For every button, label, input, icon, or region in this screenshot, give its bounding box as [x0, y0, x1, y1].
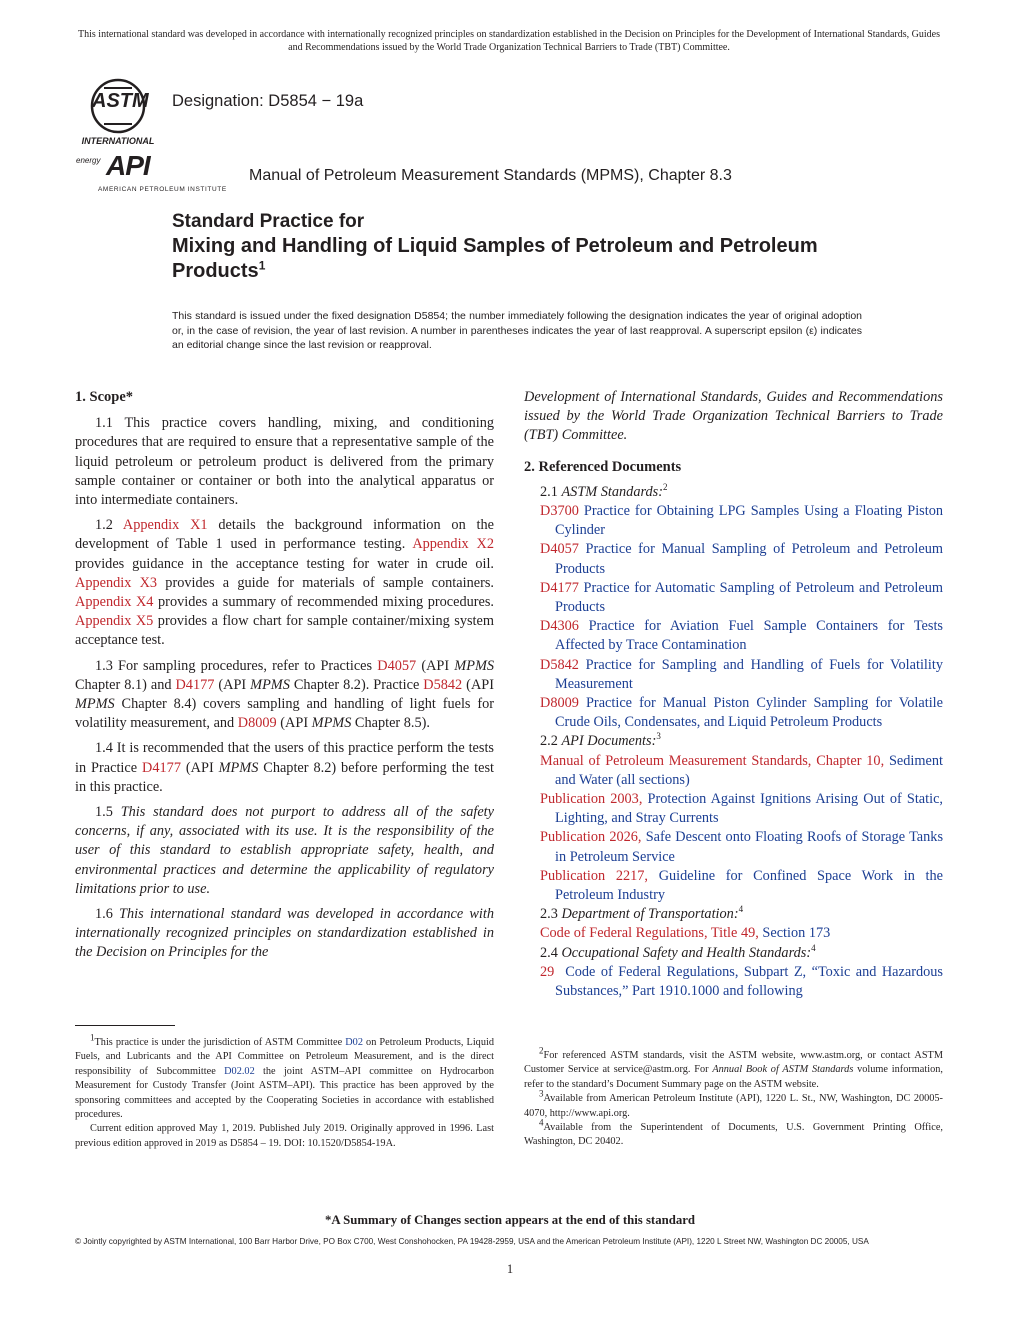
api-ref-list: [524, 752, 943, 906]
text: (API: [214, 676, 251, 693]
text: 1: [90, 1032, 95, 1043]
astm-ref-item: [524, 579, 943, 617]
text: This international standard was developed in accordance with internationally recognized principles on standardization established in the Decision on Principles for the: [75, 906, 494, 961]
text: Chapter 8.2) before performing the test in this practice.: [75, 759, 494, 795]
title-footnote-mark: 1: [258, 258, 266, 273]
text: Chapter 8.2). Practice: [289, 676, 424, 693]
api-ref-item: [524, 790, 943, 828]
referenced-heading: 2. Referenced Documents: [524, 458, 682, 475]
ref-code-link[interactable]: Publication 2003,: [540, 791, 643, 808]
astm-logo: [72, 78, 164, 152]
text: 2.4: [540, 944, 562, 961]
api-ref-item: [524, 828, 943, 866]
footnote-edition: Current edition approved May 1, 2019. Published July 2019. Originally approved in 1996. Last previous edition approved in 2019 as D5854 – 19. DOI: 10.1520/D5854-19A.: [75, 1123, 494, 1149]
title-line2: Mixing and Handling of Liquid Samples of Petroleum and Petroleum Products: [172, 235, 818, 282]
ref-title[interactable]: Sediment and Water (all sections): [555, 752, 943, 788]
link-d4177[interactable]: D4177: [175, 676, 215, 693]
manual-chapter: Manual of Petroleum Measurement Standards (MPMS), Chapter 8.3: [249, 167, 732, 184]
text: (API: [180, 759, 219, 776]
text: 2.2: [540, 733, 562, 750]
text: Available from American Petroleum Institute (API), 1220 L. St., NW, Washington, DC 20005-4070, http://www.api.org.: [524, 1093, 943, 1119]
osha-ref: [524, 963, 943, 1001]
link-d5842[interactable]: D5842: [423, 676, 463, 693]
footnote-divider: [75, 1025, 175, 1026]
ref-code-link[interactable]: D8009: [540, 695, 579, 712]
text: 4: [738, 904, 744, 915]
text: provides guidance in the acceptance testing for water in crude oil.: [75, 555, 494, 572]
ref-title[interactable]: Practice for Manual Piston Cylinder Sampling for Volatile Crude Oils, Condensates, and Liquid Petroleum Products: [555, 695, 943, 731]
link-appendix-x5[interactable]: Appendix X5: [75, 613, 154, 630]
osha-label: [524, 944, 943, 963]
footnote-2: [524, 1045, 943, 1092]
ref-code-link[interactable]: D5842: [540, 656, 579, 673]
astm-logo-text: ASTM: [92, 90, 149, 112]
api-logo-energy: energy: [76, 156, 101, 165]
ref-code-link[interactable]: D4306: [540, 618, 579, 635]
text: MPMS: [454, 657, 494, 674]
ref-code-link[interactable]: D4177: [540, 579, 579, 596]
text: API Documents:: [561, 733, 657, 750]
dot-label: [524, 905, 943, 924]
link-cfr-title-49[interactable]: Code of Federal Regulations, Title 49,: [540, 925, 759, 942]
text: 1.5: [95, 804, 121, 821]
ref-code-link[interactable]: D3700: [540, 503, 579, 520]
astm-ref-item: [524, 617, 943, 655]
astm-ref-item: [524, 502, 943, 540]
link-appendix-x1[interactable]: Appendix X1: [122, 517, 208, 534]
link-d02[interactable]: D02: [345, 1037, 363, 1048]
ref-title[interactable]: Practice for Aviation Fuel Sample Containers for Tests Affected by Trace Contamination: [555, 618, 943, 654]
text: 4: [539, 1117, 544, 1128]
text: ASTM Standards:: [561, 483, 663, 500]
text: on Petroleum Products, Liquid Fuels, and Lubricants and the API Committee on Petroleum Measurement, and is the direct responsibility of Subcommittee: [75, 1037, 494, 1077]
link-29-cfr[interactable]: 29: [540, 963, 555, 980]
link-d02-02[interactable]: D02.02: [224, 1065, 255, 1077]
title-block: [172, 210, 892, 284]
api-ref-item: [524, 867, 943, 905]
ref-title[interactable]: Code of Federal Regulations, Subpart Z, “Toxic and Hazardous Substances,” Part 1910.1000 and following: [555, 963, 943, 1000]
link-d4177[interactable]: D4177: [142, 759, 181, 776]
astm-standards-label: [524, 483, 943, 502]
api-logo-caption: AMERICAN PETROLEUM INSTITUTE: [98, 186, 227, 193]
text: MPMS: [311, 715, 352, 732]
text: Chapter 8.4) covers sampling and handling of light fuels for volatility measurement, and: [75, 696, 494, 732]
ref-code-link[interactable]: Publication 2217,: [540, 867, 648, 884]
api-documents-label: [524, 732, 943, 751]
scope-1-6-continued: [524, 388, 943, 446]
text: This practice is under the jurisdiction of ASTM Committee: [94, 1037, 346, 1048]
text: provides a flow chart for sample container/mixing system acceptance test.: [75, 613, 494, 649]
issued-statement: This standard is issued under the fixed designation D5854; the number immediately following the designation indicates the year of original adoption or, in the case of revision, the year of last revision. A number in parentheses indicates the year of last reapproval. A superscript epsilon (ε) indicates an editorial change since the last revision or reapproval.: [172, 310, 862, 351]
link-appendix-x2[interactable]: Appendix X2: [412, 536, 495, 553]
text: MPMS: [75, 696, 115, 713]
text: (API: [416, 657, 455, 674]
designation: Designation: D5854 − 19a: [172, 92, 364, 110]
text: MPMS: [250, 676, 290, 693]
text: the joint ASTM–API committee on Hydrocarbon Measurement for Custody Transfer (Joint ASTM–API). This practice has been approved by the sponsoring committees and accepted by the Cooperating Societies in accordance with established procedures.: [75, 1065, 494, 1121]
text: provides a guide for materials of sample containers.: [157, 574, 494, 591]
text: 2: [663, 482, 668, 493]
left-column: [75, 388, 494, 969]
header-notice: This international standard was developed in accordance with internationally recognized principles on standardization established in the Decision on Principles for the Development of International Standards, Guides and Recommendations issued by the World Trade Organization Technical Barriers to Trade (TBT) Committee.: [78, 29, 940, 53]
footnote-1: [75, 1032, 494, 1122]
text: 1.3 For sampling procedures, refer to Practices: [95, 657, 378, 674]
text: volume information, refer to the standard’s Document Summary page on the ASTM website.: [524, 1064, 943, 1090]
astm-ref-item: [524, 656, 943, 694]
ref-title[interactable]: Practice for Manual Sampling of Petroleum and Petroleum Products: [555, 541, 943, 577]
summary-notice: *A Summary of Changes section appears at the end of this standard: [324, 1213, 696, 1227]
text: 3: [539, 1088, 544, 1099]
link-appendix-x3[interactable]: Appendix X3: [75, 574, 158, 591]
dot-ref: [524, 924, 943, 943]
astm-logo-caption: INTERNATIONAL: [81, 136, 155, 146]
link-d4057[interactable]: D4057: [377, 657, 417, 674]
api-ref-item: [524, 752, 943, 790]
link-d8009[interactable]: D8009: [237, 715, 277, 732]
astm-ref-item: [524, 540, 943, 578]
text: (API: [462, 676, 494, 693]
api-logo-text: API: [106, 150, 150, 181]
ref-code-link[interactable]: Manual of Petroleum Measurement Standards, Chapter 10,: [540, 752, 885, 769]
text: Chapter 8.5).: [351, 715, 430, 732]
footnotes-right: [524, 1045, 943, 1150]
text: Annual Book of ASTM Standards: [712, 1064, 854, 1076]
title-line1: Standard Practice for: [172, 211, 365, 232]
api-logo: [76, 152, 246, 196]
ref-title[interactable]: Practice for Obtaining LPG Samples Using a Floating Piston Cylinder: [555, 503, 944, 539]
scope-1-6: [75, 905, 494, 963]
text: Department of Transportation:: [561, 906, 739, 923]
scope-1-4: [75, 739, 494, 797]
text: details the background information on the development of Table 1 used in performance testing.: [75, 517, 494, 553]
text: 1.2: [95, 517, 123, 534]
scope-1-5: [75, 803, 494, 899]
text: Occupational Safety and Health Standards:: [561, 944, 812, 961]
ref-title[interactable]: Practice for Sampling and Handling of Fuels for Volatility Measurement: [555, 656, 943, 692]
text: 2.3: [540, 906, 562, 923]
text: MPMS: [218, 759, 259, 776]
astm-ref-list: [524, 502, 943, 732]
page-title: [172, 234, 892, 284]
text: For referenced ASTM standards, visit the ASTM website, www.astm.org, or contact ASTM Customer Service at service@astm.org. For: [524, 1050, 943, 1076]
scope-1-3: [75, 657, 494, 734]
scope-1-2: [75, 516, 494, 650]
text: 4: [811, 942, 816, 953]
ref-title[interactable]: Practice for Automatic Sampling of Petroleum and Petroleum Products: [555, 579, 943, 616]
footnotes-left: [75, 1032, 494, 1151]
text: provides a summary of recommended mixing procedures.: [153, 594, 495, 611]
text: 1.4 It is recommended that the users of this practice perform the tests in Practice: [75, 740, 494, 776]
text: Chapter 8.1) and: [75, 676, 176, 693]
astm-ref-item: [524, 694, 943, 732]
link-section-173[interactable]: Section 173: [762, 925, 831, 942]
text: 2: [539, 1045, 544, 1056]
text: 2.1: [540, 483, 562, 500]
text: Development of International Standards, Guides and Recommendations issued by the World Trade Organization Technical Barriers to Trade (TBT) Committee.: [524, 389, 943, 444]
text: This standard does not purport to address all of the safety concerns, if any, associated with its use. It is the responsibility of the user of this standard to establish appropriate safety, health, and environmental practices and determine the applicability of regulatory limitations prior to use.: [75, 804, 494, 897]
text: 1.6: [95, 906, 120, 923]
ref-code-link[interactable]: Publication 2026,: [540, 829, 642, 846]
page-number: 1: [506, 1262, 514, 1276]
scope-heading: 1. Scope*: [75, 389, 133, 405]
ref-title[interactable]: Guideline for Confined Space Work in the Petroleum Industry: [555, 867, 944, 904]
footnote-4: [524, 1117, 943, 1150]
text: (API: [276, 715, 312, 732]
ref-title[interactable]: Protection Against Ignitions Arising Out of Static, Lighting, and Stray Currents: [555, 791, 944, 827]
text: Available from the Superintendent of Documents, U.S. Government Printing Office, Washington, DC 20402.: [524, 1122, 943, 1148]
link-appendix-x4[interactable]: Appendix X4: [75, 594, 154, 611]
right-column: [524, 388, 943, 1001]
copyright: © Jointly copyrighted by ASTM International, 100 Barr Harbor Drive, PO Box C700, West Conshohocken, PA 19428-2959, USA and the American Petroleum Institute (API), 1220 L Street NW, Washington DC 20005, USA: [75, 1237, 869, 1246]
footnote-3: [524, 1088, 943, 1121]
ref-code-link[interactable]: D4057: [540, 541, 579, 558]
scope-1-1: 1.1 This practice covers handling, mixing, and conditioning procedures that are required to ensure that a representative sample of the liquid petroleum or petroleum product is delivered from the primary sample container or container or both into the analytical apparatus or into intermediate containers.: [75, 415, 494, 509]
ref-title[interactable]: Safe Descent onto Floating Roofs of Storage Tanks in Petroleum Service: [555, 829, 944, 865]
text: 3: [656, 731, 661, 742]
